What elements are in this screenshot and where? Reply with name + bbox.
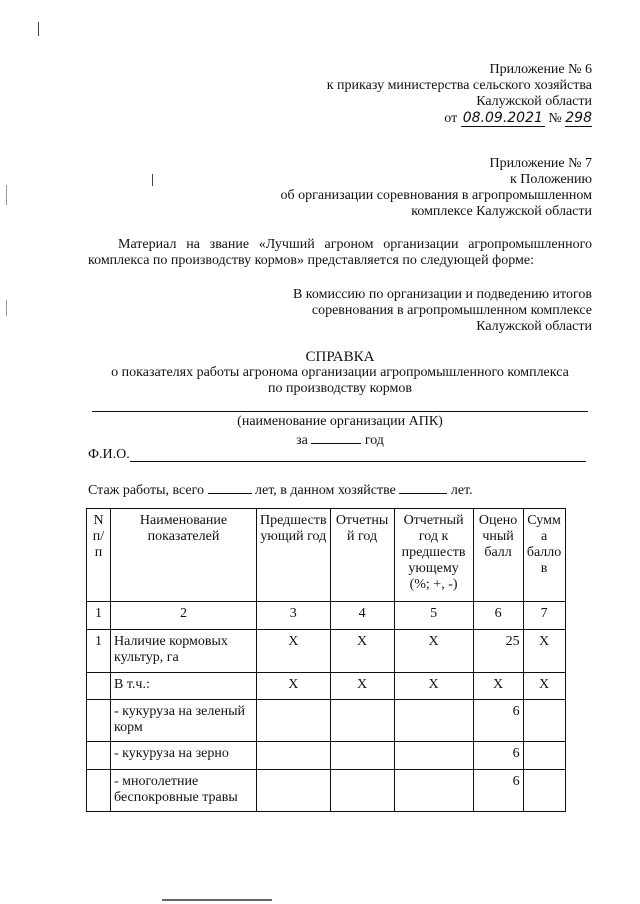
appendix6-line2: Калужской области bbox=[476, 94, 592, 109]
row-sum bbox=[523, 770, 565, 812]
column-number-row bbox=[87, 602, 566, 630]
header-cell bbox=[523, 509, 565, 602]
table-row bbox=[87, 673, 566, 700]
table-row bbox=[87, 630, 566, 673]
row-name: Наличие кормовых культур, га bbox=[111, 630, 257, 673]
table-row bbox=[87, 742, 566, 770]
appendix7-block bbox=[172, 156, 592, 220]
row-ratio: Х bbox=[394, 673, 473, 700]
row-ratio: Х bbox=[394, 630, 473, 673]
row-score: 6 bbox=[473, 700, 523, 742]
scan-mark bbox=[152, 174, 153, 186]
row-no bbox=[87, 770, 111, 812]
appendix6-block bbox=[172, 62, 592, 127]
row-sum: Х bbox=[523, 630, 565, 673]
appendix7-line1: к Положению bbox=[509, 172, 592, 187]
appendix7-line2: об организации соревнования в агропромышленном bbox=[280, 188, 592, 203]
heading-title: СПРАВКА bbox=[305, 349, 375, 365]
experience-end: лет. bbox=[450, 483, 473, 498]
row-name: - кукуруза на зерно bbox=[111, 742, 257, 770]
table-row bbox=[87, 770, 566, 812]
appendix6-date-line bbox=[172, 110, 592, 127]
addressee-line3: Калужской области bbox=[476, 319, 592, 334]
document-heading bbox=[88, 349, 592, 397]
row-prev bbox=[257, 770, 331, 812]
from-label: от bbox=[444, 111, 458, 126]
scan-mark bbox=[38, 22, 39, 36]
header-sum: Сумм а балло в bbox=[526, 513, 562, 576]
row-curr bbox=[330, 700, 394, 742]
row-ratio bbox=[394, 700, 473, 742]
fio-label: Ф.И.О. bbox=[88, 447, 130, 462]
indicators-table bbox=[86, 508, 566, 812]
row-sum bbox=[523, 700, 565, 742]
heading-sub1: о показателях работы агронома организации агропромышленного комплекса bbox=[111, 365, 569, 380]
addressee-line1: В комиссию по организации и подведению итогов bbox=[292, 287, 592, 302]
row-prev: Х bbox=[257, 630, 331, 673]
year-prefix: за bbox=[296, 433, 308, 448]
row-sum bbox=[523, 742, 565, 770]
header-cell bbox=[111, 509, 257, 602]
row-name: - многолетние беспокровные травы bbox=[111, 770, 257, 812]
page-edge-mark bbox=[162, 899, 272, 901]
appendix6-line1: к приказу министерства сельского хозяйства bbox=[326, 78, 592, 93]
experience-farm-blank bbox=[399, 481, 447, 494]
row-name: - кукуруза на зеленый корм bbox=[111, 700, 257, 742]
header-cell bbox=[394, 509, 473, 602]
intro-line2: комплекса по производству кормов» представляется по следующей форме: bbox=[88, 253, 534, 268]
row-name: В т.ч.: bbox=[111, 673, 257, 700]
scan-mark bbox=[6, 300, 7, 316]
appendix7-title: Приложение № 7 bbox=[489, 156, 592, 171]
header-cell bbox=[87, 509, 111, 602]
row-score: 6 bbox=[473, 742, 523, 770]
header-name: Наименование показателей bbox=[139, 513, 228, 544]
experience-label: Стаж работы, всего bbox=[88, 483, 205, 498]
row-sum: Х bbox=[523, 673, 565, 700]
appendix7-line3: комплексе Калужской области bbox=[411, 204, 592, 219]
org-name-line bbox=[92, 411, 588, 412]
row-curr bbox=[330, 742, 394, 770]
row-score: Х bbox=[473, 673, 523, 700]
header-curr: Отчетны й год bbox=[335, 513, 389, 544]
column-number: 4 bbox=[330, 602, 394, 630]
year-line bbox=[92, 431, 588, 449]
fio-line bbox=[130, 461, 586, 462]
year-suffix: год bbox=[364, 433, 384, 448]
experience-total-blank bbox=[208, 481, 252, 494]
heading-sub2: по производству кормов bbox=[267, 381, 413, 396]
column-number: 3 bbox=[257, 602, 331, 630]
experience-line bbox=[88, 481, 592, 499]
org-caption: (наименование организации АПК) bbox=[237, 414, 443, 429]
order-date: 08.09.2021 bbox=[462, 110, 543, 126]
row-curr: Х bbox=[330, 673, 394, 700]
year-blank bbox=[311, 431, 361, 444]
header-cell bbox=[257, 509, 331, 602]
row-curr bbox=[330, 770, 394, 812]
experience-mid: лет, в данном хозяйстве bbox=[255, 483, 396, 498]
column-number: 1 bbox=[87, 602, 111, 630]
header-ratio: Отчетный год к предшеств ующему (%; +, -) bbox=[401, 513, 466, 592]
row-prev: Х bbox=[257, 673, 331, 700]
scan-mark bbox=[6, 185, 7, 205]
row-curr: Х bbox=[330, 630, 394, 673]
order-number: 298 bbox=[565, 110, 592, 126]
row-prev bbox=[257, 700, 331, 742]
row-prev bbox=[257, 742, 331, 770]
row-score: 6 bbox=[473, 770, 523, 812]
row-no: 1 bbox=[87, 630, 111, 673]
table-header-row bbox=[87, 509, 566, 602]
row-score: 25 bbox=[473, 630, 523, 673]
addressee-line2: соревнования в агропромышленном комплексе bbox=[311, 303, 592, 318]
header-score: Оцено чный балл bbox=[478, 513, 518, 560]
header-no: N п/п bbox=[92, 513, 105, 560]
intro-paragraph bbox=[88, 237, 592, 269]
header-cell bbox=[330, 509, 394, 602]
intro-line1: Материал на звание «Лучший агроном организации агропромышленного bbox=[118, 237, 592, 252]
header-cell bbox=[473, 509, 523, 602]
header-prev: Предшеств ующий год bbox=[260, 513, 327, 544]
number-label: № bbox=[548, 111, 562, 126]
column-number: 6 bbox=[473, 602, 523, 630]
column-number: 7 bbox=[523, 602, 565, 630]
row-no bbox=[87, 673, 111, 700]
addressee-block bbox=[172, 287, 592, 335]
row-ratio bbox=[394, 770, 473, 812]
row-no bbox=[87, 700, 111, 742]
row-ratio bbox=[394, 742, 473, 770]
column-number: 5 bbox=[394, 602, 473, 630]
appendix6-title: Приложение № 6 bbox=[489, 62, 592, 77]
table-row bbox=[87, 700, 566, 742]
row-no bbox=[87, 742, 111, 770]
column-number: 2 bbox=[111, 602, 257, 630]
